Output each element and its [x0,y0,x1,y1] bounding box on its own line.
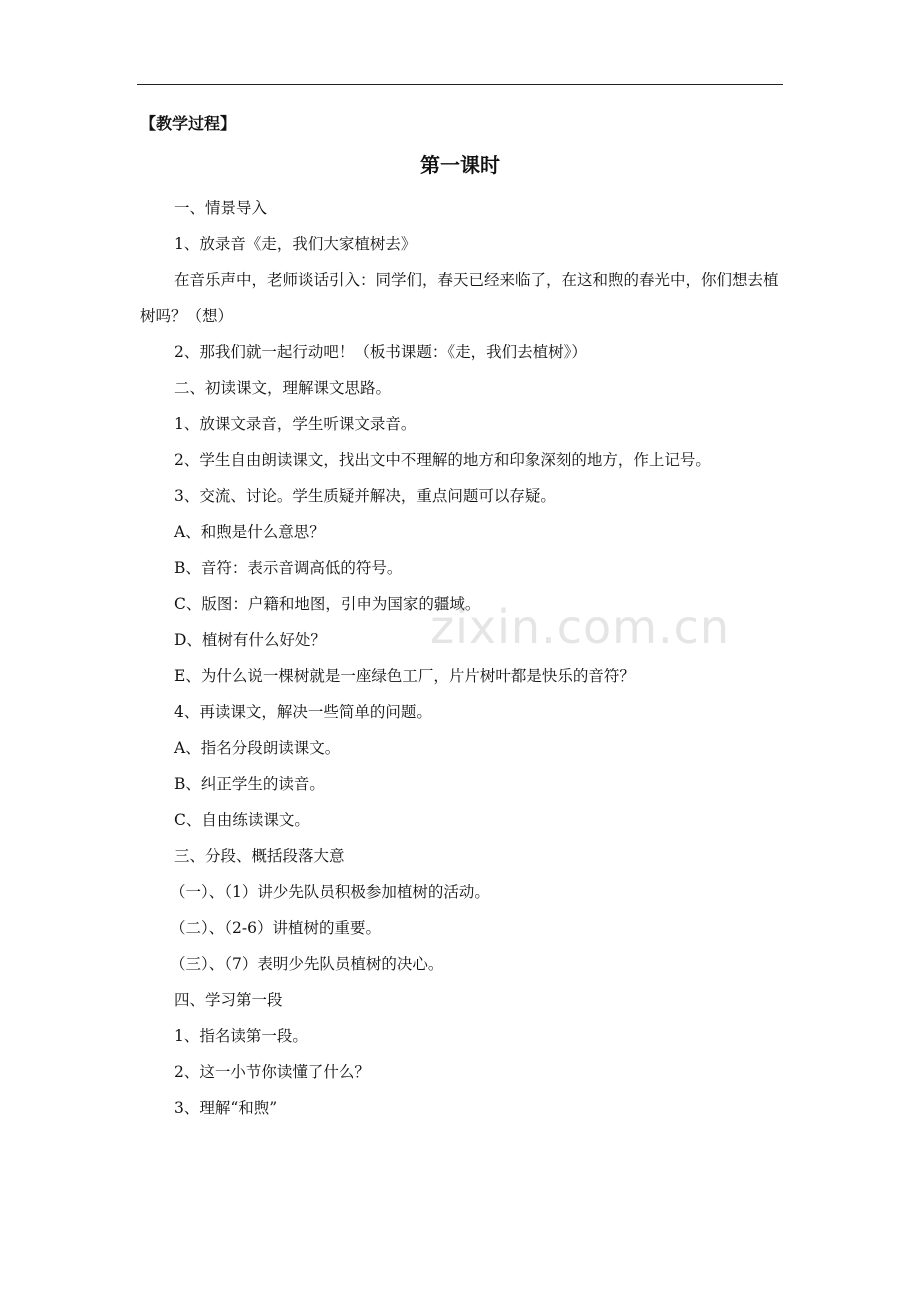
paragraph: E、为什么说一棵树就是一座绿色工厂，片片树叶都是快乐的音符？ [174,667,635,685]
paragraph: D、植树有什么好处？ [174,631,326,649]
paragraph: （二）、（2-6）讲植树的重要。 [170,919,381,937]
paragraph: B、音符：表示音调高低的符号。 [174,559,403,577]
paragraph: 四、学习第一段 [174,991,283,1009]
paragraph: 3、交流、讨论。学生质疑并解决，重点问题可以存疑。 [174,487,556,505]
paragraph: C、版图：户籍和地图，引申为国家的疆域。 [174,595,481,613]
paragraph: 2、这一小节你读懂了什么？ [174,1063,370,1081]
paragraph: A、指名分段朗读课文。 [174,739,341,757]
paragraph: （一）、（1）讲少先队员积极参加植树的活动。 [170,883,490,901]
lesson-title: 第一课时 [420,153,500,177]
document-body [140,190,786,1126]
paragraph: 三、分段、概括段落大意 [174,847,345,865]
section-heading: 【教学过程】 [140,114,237,133]
paragraph: 2、学生自由朗读课文，找出文中不理解的地方和印象深刻的地方，作上记号。 [174,451,711,469]
header-rule [137,84,783,85]
paragraph: B、纠正学生的读音。 [174,775,325,793]
paragraph: 2、那我们就一起行动吧！（板书课题：《走，我们去植树》） [174,343,587,361]
paragraph: C、自由练读课文。 [174,811,310,829]
paragraph: A、和煦是什么意思？ [174,523,325,541]
paragraph: （三）、（7）表明少先队员植树的决心。 [170,955,444,973]
paragraph: 1、指名读第一段。 [174,1027,308,1045]
paragraph: 在音乐声中，老师谈话引入：同学们，春天已经来临了，在这和煦的春光中，你们想去植树吗？（想） [140,271,779,325]
paragraph: 1、放课文录音，学生听课文录音。 [174,415,417,433]
paragraph: 二、初读课文，理解课文思路。 [174,379,392,397]
paragraph: 3、理解“和煦” [174,1099,278,1117]
paragraph: 1、放录音《走，我们大家植树去》 [174,235,417,253]
paragraph: 4、再读课文，解决一些简单的问题。 [174,703,432,721]
watermark-text: zixin.com.cn [430,600,731,654]
paragraph: 一、情景导入 [174,199,268,217]
